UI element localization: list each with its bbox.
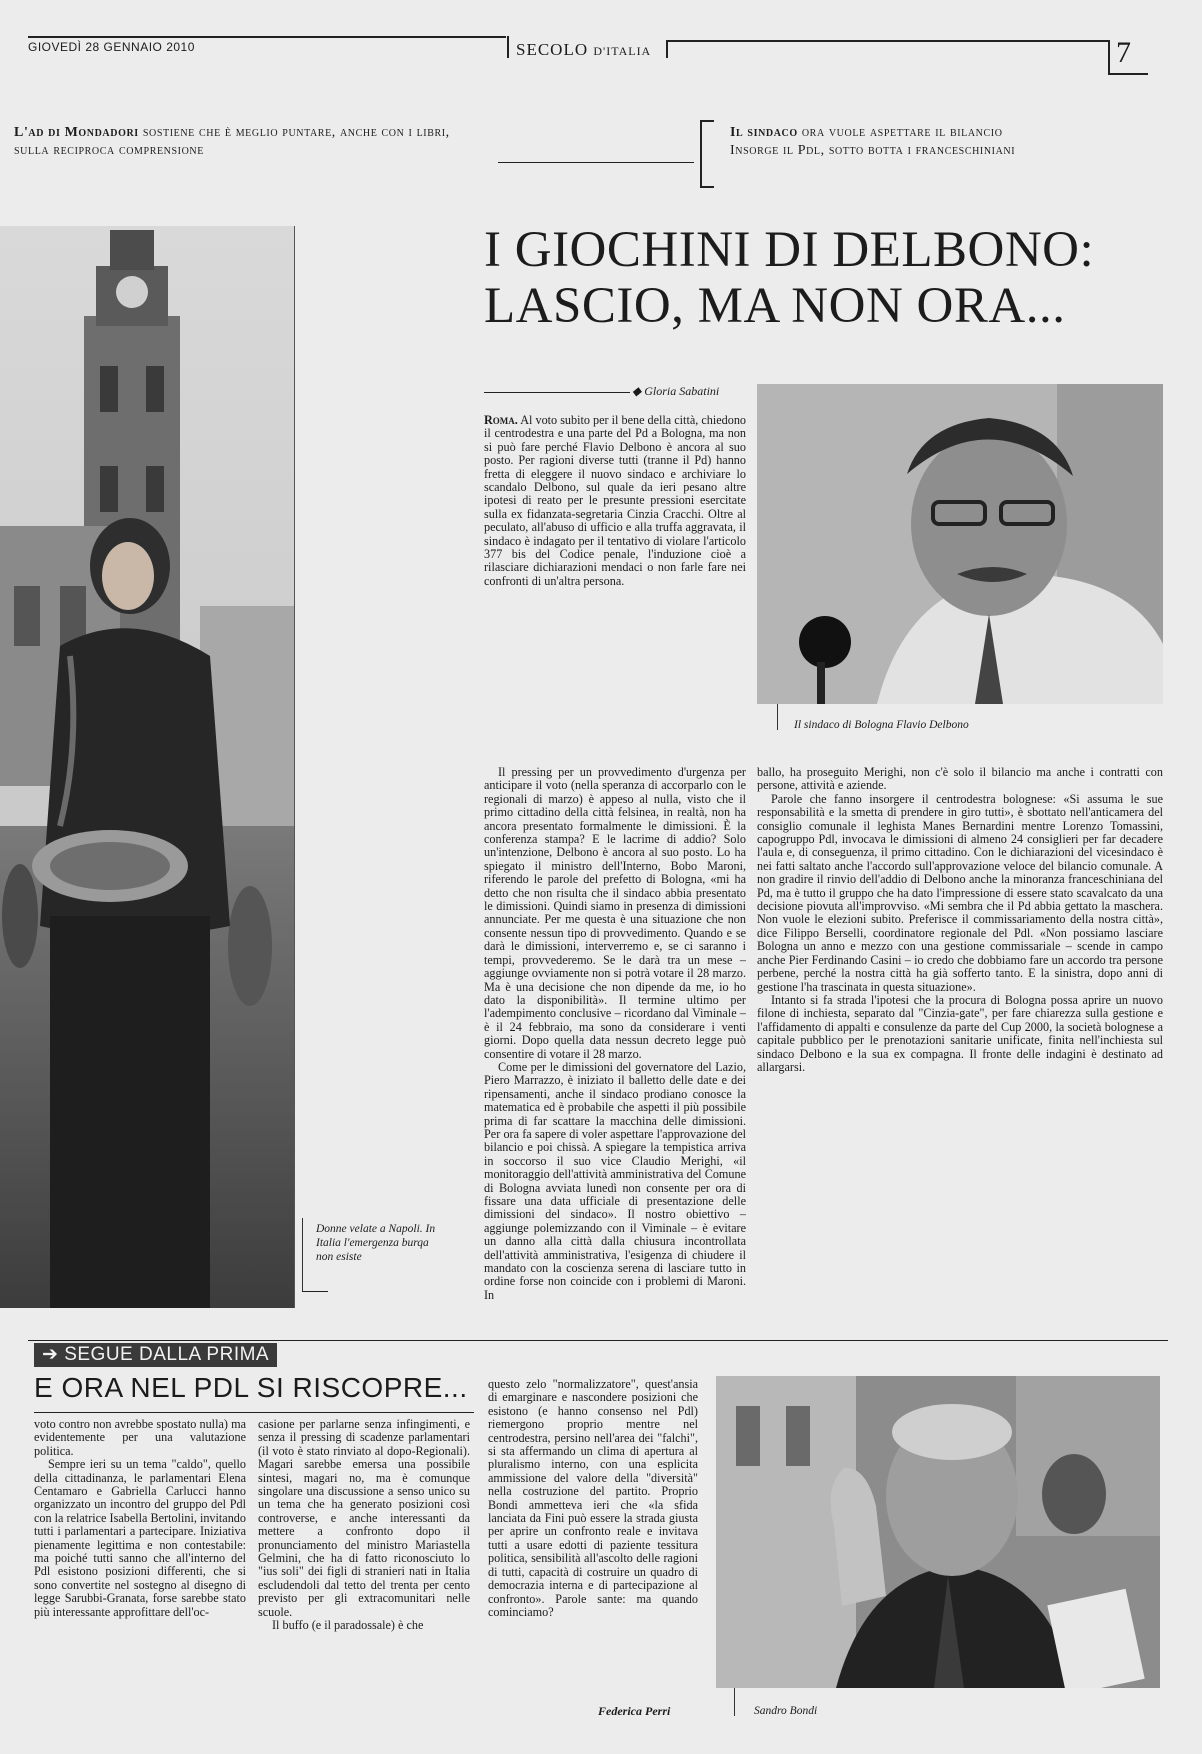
kicker-left-text: sostiene che è meglio puntare, anche con i libri, sulla reciproca comprensione (14, 125, 450, 158)
byline-author: Gloria Sabatini (644, 384, 720, 398)
article-column-2 (757, 766, 1163, 1320)
segue-signature: Federica Perri (598, 1704, 671, 1718)
segue-paragraph: voto contro non avrebbe spostato nulla) ma evidentemente per una valutazione politica. (34, 1418, 246, 1458)
photo-bondi-illustration (716, 1376, 1160, 1688)
caption-delbono: Il sindaco di Bologna Flavio Delbono (794, 719, 969, 731)
newspaper-name-main: SECOLO (516, 40, 589, 59)
kicker-right-line1 (730, 124, 1180, 142)
photo-sandro-bondi (716, 1376, 1160, 1688)
dateline-place: Roma. (484, 414, 518, 427)
segue-headline-rule (34, 1412, 474, 1413)
arrow-right-icon: ➔ (42, 1344, 59, 1365)
masthead-rule-tick-left (507, 36, 509, 58)
newspaper-name (516, 40, 651, 60)
segue-column-1 (34, 1418, 246, 1696)
left-photo-edge (294, 226, 295, 1308)
kicker-left-lead: L'ad di Mondadori (14, 125, 139, 140)
byline (632, 384, 719, 399)
page-number: 7 (1116, 36, 1131, 69)
masthead-rule-tick-right (666, 40, 668, 58)
segue-top-rule (28, 1340, 1168, 1341)
page-number-rule (1108, 40, 1110, 74)
article-column-1-top (484, 414, 746, 766)
kicker-right (730, 124, 1180, 160)
caption-left-rule (302, 1218, 303, 1292)
segue-label (34, 1343, 277, 1367)
article-paragraph: Il pressing per un provvedimento d'urgenza per anticipare il voto (nella speranza di accorparlo con le regionali di marzo) è appeso al nulla, visto che il primo cittadino della città felsinea, in realtà, non ha ancora presentato formalmente le dimissioni. È la conferenza stampa? E le lacrime di addio? Solo un'intenzione, Delbono è ancora al suo posto. Lo ha spiegato il ministro dell'Interno, Bobo Maroni, riferendo le parole del prefetto di Bologna, «mi ha detto che non risulta che il sindaco abbia presentato le dimissioni. Quindi siamo in presenza di dimissioni annunciate. Per me questa è una situazione che non consente nessun tipo di provvedimento. Quando e se darà le dimissioni, interverremo e, se ci saranno i tempi, provvederemo. Se le darà tra un mese – aggiunge ovviamente non si potrà votare il 28 marzo. Ma è una decisione che non dipende da me, io ho dato la disponibilità». Il termine ultimo per l'adempimento conclusive – ricordano dal Viminale – è il 24 febbraio, ma sono da considerare i venti giorni. Dopo quella data nessun decreto legge può consentire di votare il 28 marzo. (484, 766, 746, 1061)
article-paragraph: Come per le dimissioni del governatore del Lazio, Piero Marrazzo, è iniziato il balletto delle date e dei ripensamenti, anche il sindaco prodiano conosce la matematica ed è probabile che aspetti il più possibile prima di far scattare la macchina delle dimissioni. Per ora fa sapere di voler aspettare l'approvazione del bilancio e poi chissà. A spiegare la tempistica arriva in soccorso il suo vice Claudio Merighi, «il monitoraggio dell'attività amministrativa del Comune di Bologna avviata lunedì non consente per ora di fissare una data ufficiale di presentazione delle dimissioni del sindaco». Il nostro obiettivo – aggiunge polemizzando con il Viminale – è evitare un danno alla città dalla chiusura incontrollata dell'attività amministrativa, l'esigenza di chiudere il mandato con la coscienza serena di lasciare tutto in ordine forse non coincide con i problemi di Maroni. In (484, 1059, 746, 1302)
segue-column-2 (258, 1418, 470, 1696)
caption-delbono-rule (777, 704, 778, 730)
segue-label-text: SEGUE DALLA PRIMA (64, 1344, 270, 1365)
kicker-right-line2: Insorge il Pdl, sotto botta i franceschiniani (730, 143, 1016, 158)
article-text-p1: Al voto subito per il bene della città, chiedono il centrodestra e una parte del Pd a Bologna, ma non si può fare perché Flavio Delbono è ancora al suo posto. Per ragioni diverse tutti (tranne il Pd) hanno fretta di eleggere il nuovo sindaco e archiviare lo scandalo Delbono, sul quale da ieri pesano altre ipotesi di reato per le presunte pressioni esercitate sulla ex fidanzata-segretaria Cinzia Cracchi. Oltre al peculato, all'abuso di ufficio e alla truffa aggravata, il sindaco è indagato per il tentativo di violare l'articolo 377 bis del Codice penale, l'induzione cioè a rilasciare dichiarazioni mendaci o non farle fare nei confronti di un'altra persona. (484, 414, 746, 588)
kicker-divider (498, 162, 694, 163)
caption-bondi-rule (734, 1688, 735, 1716)
masthead-rule-left (28, 36, 506, 38)
kicker-left (14, 124, 476, 160)
photo-veiled-women-illustration (0, 226, 294, 1308)
kicker-right-lead: Il sindaco (730, 125, 798, 140)
segue-headline: E ORA NEL PDL SI RISCOPRE... (34, 1372, 468, 1403)
photo-flavio-delbono (757, 384, 1163, 704)
masthead-rule-right (668, 40, 1108, 42)
headline-line-1: I GIOCHINI DI DELBONO: (484, 222, 1095, 278)
page-number-underline (1108, 73, 1148, 75)
segue-column-3 (488, 1378, 698, 1706)
segue-paragraph: casione per parlarne senza infingimenti, e senza il pressing di scadenze parlamentari (il voto è stato rinviato al dopo-Regionali). Magari sarebbe emersa una possibile sintesi, magari no, ma è comunque singolare una discussione a senso unico su un tema che ha generato posizioni così controverse, e anche interessanti da mettere a confronto dopo il pronunciamento del ministro Mariastella Gelmini, che ha di fatto riconosciuto lo "ius soli" dei figli di stranieri nati in Italia escludendoli dal tetto del trenta per cento previsto per gli extracomunitari nelle scuole. (258, 1418, 470, 1619)
segue-paragraph: Sempre ieri su un tema "caldo", quello della cittadinanza, le parlamentari Elena Centamaro e Gabriella Carlucci hanno organizzato un incontro del gruppo del Pdl con la relatrice Isabella Bertolini, invitando tutti i parlamentari a partecipare. Iniziativa pienamente legittima e non contestabile: ma poiché tutti sanno che all'interno del Pdl esistono posizioni differenti, che si sono convertite nel sostegno al disegno di legge Sarubbi-Granata, forse sarebbe stato più interessante approfittare dell'oc- (34, 1457, 246, 1619)
caption-left-underline (302, 1291, 328, 1292)
byline-diamond-icon: ◆ (632, 384, 642, 398)
article-column-1 (484, 766, 746, 1320)
article-paragraph: Parole che fanno insorgere il centrodestra bolognese: «Si assuma le sue responsabilità e la smetta di prendere in giro tutti», è sbottato nell'anticamera del consiglio comunale il leghista Manes Bernardini mentre Lorenzo Tomassini, capogruppo Pdl, invocava le dimissioni di almeno 24 consiglieri per far decadere l'aula e, di conseguenza, il primo cittadino. Con le dichiarazioni del vicesindaco è nei fatti saltato anche l'accordo sull'approvazione veloce del bilancio comunale. A non gradire il rinvio dell'addio di Delbono anche la minoranza franceschiniana del Pd, ma è tutto il gruppo che ha dato l'impressione di essere stato scavalcato da una decisione piovuta all'improvviso. «Mi sembra che il Pd abbia gettato la maschera. Non vuole le elezioni subito. Preferisce il commissariamento della nostra città», dice Filippo Berselli, coordinatore regionale del Pdl. «Non possiamo lasciare Bologna un anno e mezzo con una gestione commissariale – scende in campo anche Pier Ferdinando Casini – io credo che dobbiamo fare un accordo tra persone perbene, perché la nostra città ha già sofferto tanto. E la sinistra, dopo anni di gestione l'ha trascinata in questa situazione». (757, 791, 1163, 994)
photo-delbono-illustration (757, 384, 1163, 704)
article-paragraph: Intanto si fa strada l'ipotesi che la procura di Bologna possa aprire un nuovo filone di inchiesta, separato dal "Cinzia-gate", per fare chiarezza sulla gestione e l'affidamento di appalti e consulenze da parte del Cup 2000, la società bolognese a capitale pubblico per le prenotazioni sanitarie unificate, finita nell'inchiesta sul sindaco Delbono e la sua ex compagna. Il fronte delle indagini è destinato ad allargarsi. (757, 992, 1163, 1074)
caption-veiled-women: Donne velate a Napoli. In Italia l'emergenza burqa non esiste (316, 1223, 436, 1263)
photo-veiled-women-napoli (0, 226, 294, 1308)
caption-bondi: Sandro Bondi (754, 1705, 818, 1717)
byline-rule (484, 392, 630, 393)
article-headline (484, 222, 1184, 334)
article-paragraph: ballo, ha proseguito Merighi, non c'è solo il bilancio ma anche i contratti con persone, attività e aziende. (757, 766, 1163, 793)
segue-paragraph: questo zelo "normalizzatore", quest'ansia di emarginare e nascondere posizioni che esistono (e hanno consenso nel Pdl) riemergono proprio mentre nel centrodestra, persino nell'area dei "falchi", si sta affermando un clima di apertura al pluralismo interno, con una esplicita ammissione del valore della "diversità" nella costruzione del partito. Proprio Bondi ammetteva ieri che «la sfida lanciata da Fini può essere la strada giusta per aprire un confronto reale e invitava tutti a usare edotti di paziente tessitura politica, sensibilità all'ascolto delle ragioni di tutti, capacità di costruire un quadro di democrazia interna e di partecipazione al confronto». Parole sante: ma quando cominciamo? (488, 1378, 698, 1619)
article-paragraph (484, 414, 746, 588)
headline-line-2: LASCIO, MA NON ORA... (484, 278, 1066, 334)
kicker-right-rest: ora vuole aspettare il bilancio (797, 125, 1003, 140)
segue-paragraph: Il buffo (e il paradossale) è che (272, 1618, 424, 1633)
issue-date: GIOVEDÌ 28 GENNAIO 2010 (28, 40, 195, 54)
newspaper-name-small: D'ITALIA (593, 44, 652, 58)
kicker-bracket (700, 120, 714, 188)
